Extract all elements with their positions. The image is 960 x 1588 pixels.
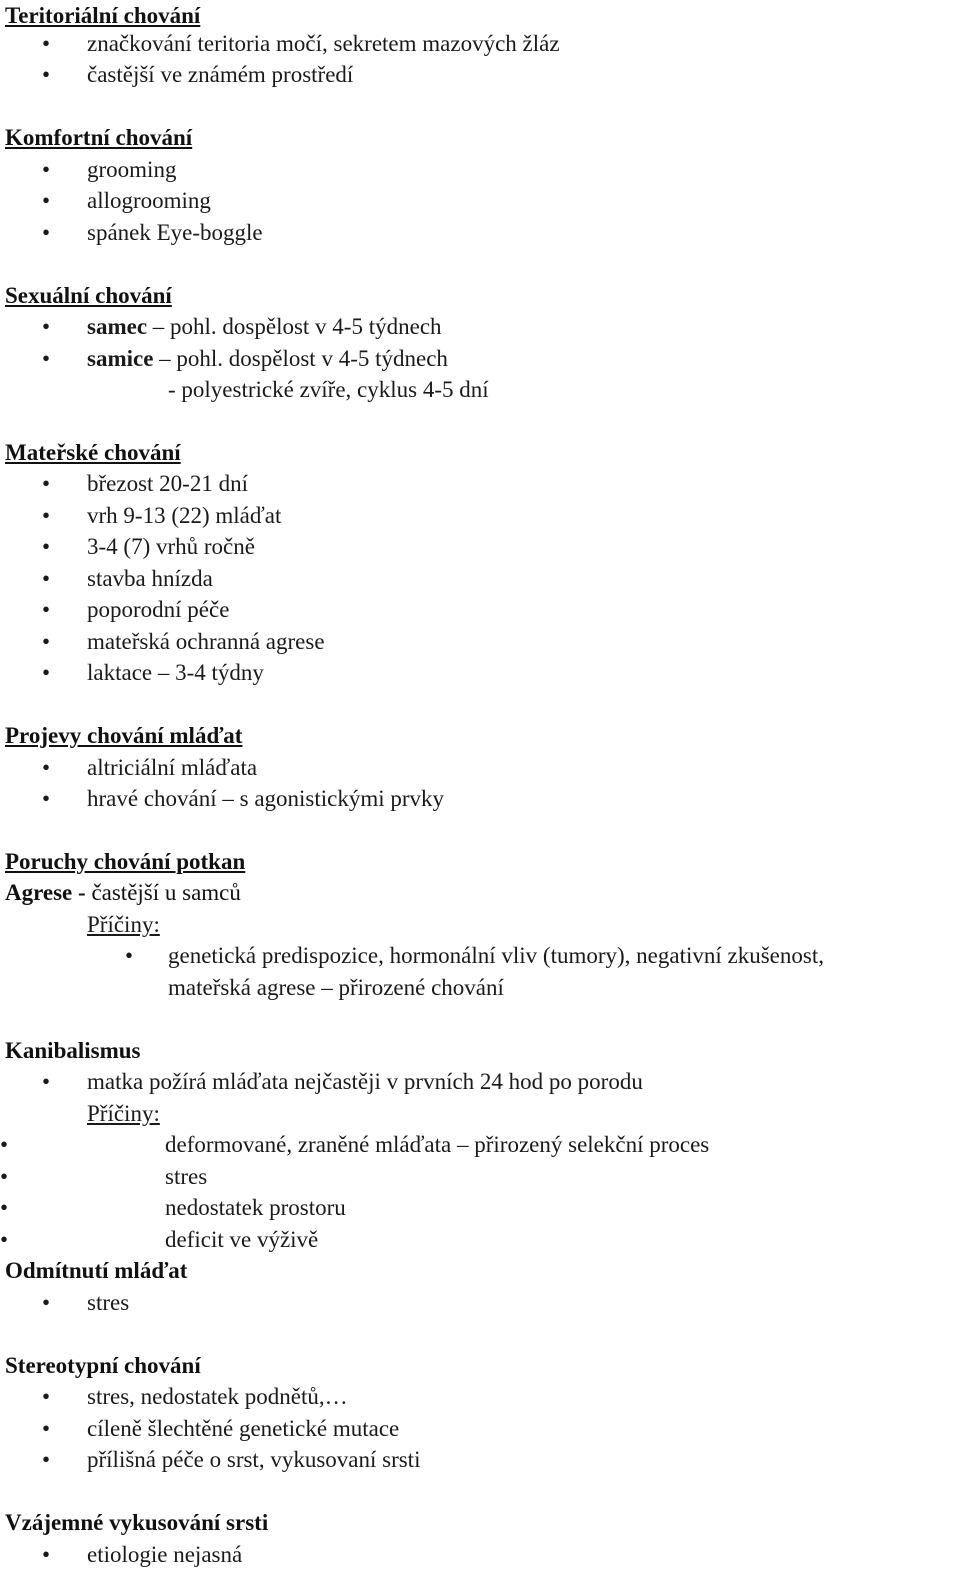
bullet-icon: •: [0, 1164, 9, 1189]
list-item-text: matka požírá mláďata nejčastěji v prvních 24 hod po porodu: [87, 1069, 643, 1094]
bullet-icon: •: [42, 31, 51, 56]
bullet-icon: •: [42, 62, 51, 87]
list-item-text: stres: [165, 1164, 208, 1189]
list-item-text: poporodní péče: [87, 597, 230, 622]
list-item-text: mateřská ochranná agrese: [87, 629, 325, 654]
bullet-icon: •: [42, 1416, 51, 1441]
list-item-text: [87, 311, 442, 343]
heading-young-behavior: Projevy chování mláďat: [5, 723, 243, 748]
list-item: [0, 1129, 710, 1161]
list-item-text: hravé chování – s agonistickými prvky: [87, 786, 445, 811]
list-item-text: vrh 9-13 (22) mláďat: [87, 503, 282, 528]
causes-label: Příčiny:: [87, 1101, 160, 1126]
bullet-icon: •: [42, 188, 51, 213]
bullet-icon: •: [42, 1447, 51, 1472]
bullet-icon: •: [0, 1132, 9, 1157]
male-label: samec: [87, 314, 148, 339]
list-item-continuation: mateřská agrese – přirozené chování: [168, 975, 504, 1000]
list-item-text: deformované, zraněné mláďata – přirozený selekční proces: [165, 1132, 710, 1157]
list-item-text: stres, nedostatek podnětů,…: [87, 1384, 348, 1409]
list-item-text: cíleně šlechtěné genetické mutace: [87, 1416, 400, 1441]
heading-disorders: Poruchy chování potkan: [5, 849, 246, 874]
bullet-icon: •: [42, 597, 51, 622]
heading-maternal: Mateřské chování: [5, 440, 181, 465]
bullet-icon: •: [0, 1227, 9, 1252]
bullet-icon: •: [42, 1290, 51, 1315]
bullet-icon: •: [42, 534, 51, 559]
female-label: samice: [87, 346, 154, 371]
bullet-icon: •: [42, 503, 51, 528]
causes-label: Příčiny:: [87, 912, 160, 937]
list-item-text: stres: [87, 1290, 130, 1315]
bullet-icon: •: [42, 220, 51, 245]
aggression-line: [5, 877, 241, 909]
bullet-icon: •: [42, 471, 51, 496]
list-item-text: [87, 343, 448, 375]
bullet-icon: •: [42, 755, 51, 780]
bullet-icon: •: [42, 314, 51, 339]
list-item-text: nedostatek prostoru: [165, 1195, 346, 1220]
heading-territorial: Teritoriální chování: [5, 3, 201, 28]
bullet-icon: •: [42, 1069, 51, 1094]
list-item-text: altriciální mláďata: [87, 755, 258, 780]
list-item-text: značkování teritoria močí, sekretem mazových žláz: [87, 31, 560, 56]
list-item-text: přílišná péče o srst, vykusovaní srsti: [87, 1447, 421, 1472]
bullet-icon: •: [42, 629, 51, 654]
list-item-text: grooming: [87, 157, 177, 182]
sub-note: - polyestrické zvíře, cyklus 4-5 dní: [168, 377, 489, 402]
aggression-text: častější u samců: [85, 880, 241, 905]
list-item: [0, 1161, 208, 1193]
heading-cannibalism: Kanibalismus: [5, 1038, 141, 1063]
list-item-text: laktace – 3-4 týdny: [87, 660, 264, 685]
bullet-icon: •: [0, 1195, 9, 1220]
bullet-icon: •: [42, 1542, 51, 1567]
bullet-icon: •: [125, 943, 134, 968]
aggression-label: Agrese -: [5, 880, 86, 905]
bullet-icon: •: [42, 566, 51, 591]
heading-stereotypic: Stereotypní chování: [5, 1353, 201, 1378]
male-text: – pohl. dospělost v 4-5 týdnech: [147, 314, 442, 339]
heading-fur-chewing: Vzájemné vykusování srsti: [5, 1510, 269, 1535]
heading-rejection: Odmítnutí mláďat: [5, 1258, 188, 1283]
heading-comfort: Komfortní chování: [5, 125, 193, 150]
bullet-icon: •: [42, 157, 51, 182]
female-text: – pohl. dospělost v 4-5 týdnech: [153, 346, 448, 371]
list-item-text: častější ve známém prostředí: [87, 62, 354, 87]
heading-sexual: Sexuální chování: [5, 283, 172, 308]
list-item-text: etiologie nejasná: [87, 1542, 243, 1567]
list-item-text: 3-4 (7) vrhů ročně: [87, 534, 255, 559]
bullet-icon: •: [42, 660, 51, 685]
list-item-text: genetická predispozice, hormonální vliv (tumory), negativní zkušenost,: [168, 943, 824, 968]
list-item-text: allogrooming: [87, 188, 211, 213]
bullet-icon: •: [42, 1384, 51, 1409]
list-item-text: březost 20-21 dní: [87, 471, 248, 496]
bullet-icon: •: [42, 346, 51, 371]
list-item-text: stavba hnízda: [87, 566, 213, 591]
list-item: [0, 1192, 346, 1224]
bullet-icon: •: [42, 786, 51, 811]
list-item-text: deficit ve výživě: [165, 1227, 319, 1252]
list-item: [0, 1224, 319, 1256]
list-item-text: spánek Eye-boggle: [87, 220, 263, 245]
